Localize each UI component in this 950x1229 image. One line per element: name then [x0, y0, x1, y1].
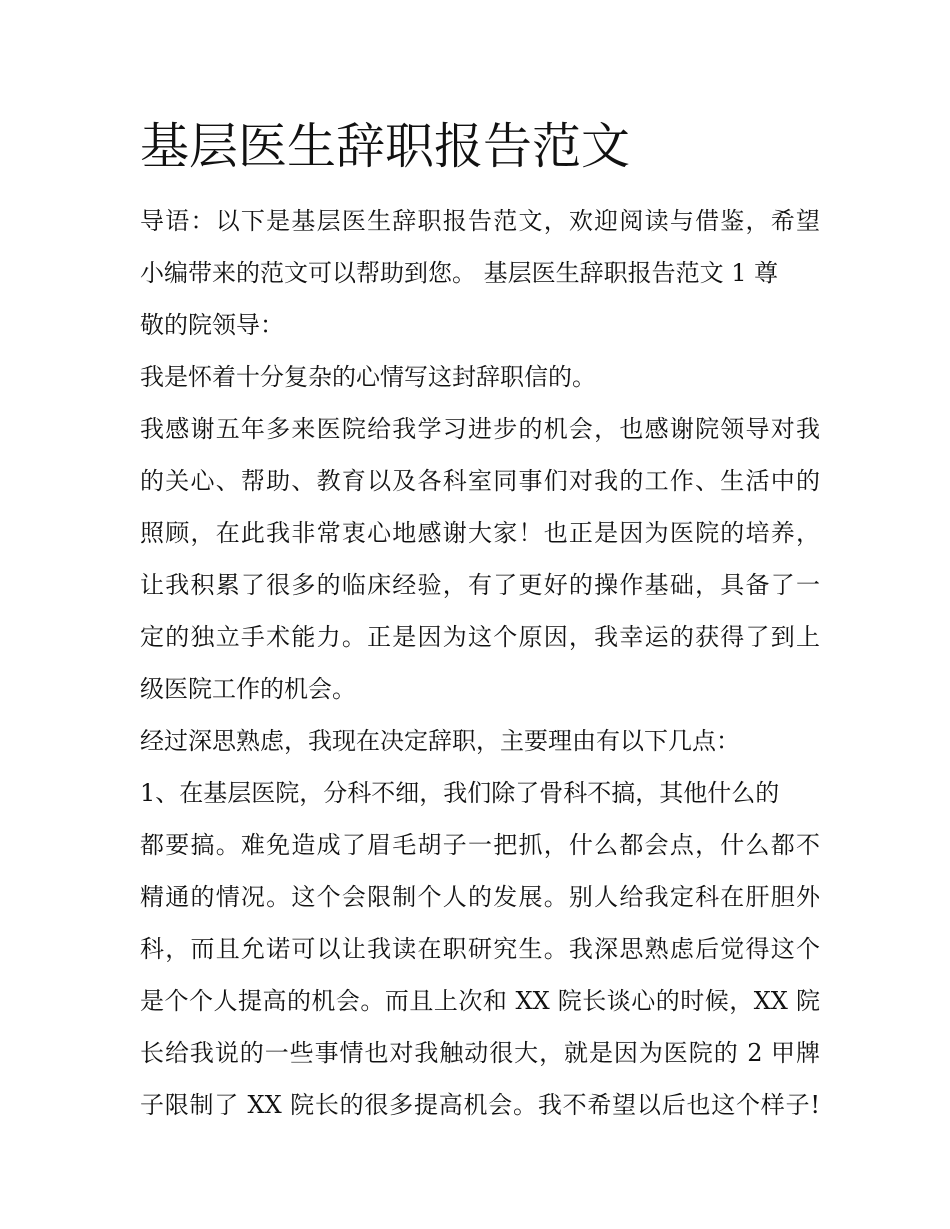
text-line-15: 科，而且允诺可以让我读在职研究生。我深思熟虑后觉得这个	[140, 935, 820, 963]
text-line-4: 我是怀着十分复杂的心情写这封辞职信的。	[140, 363, 596, 391]
text-line-17: 长给我说的一些事情也对我触动很大，就是因为医院的 2 甲牌	[140, 1039, 820, 1067]
document-body	[140, 195, 820, 1131]
text-line-18: 子限制了 XX 院长的很多提高机会。我不希望以后也这个样子!	[140, 1091, 820, 1119]
text-line-9: 定的独立手术能力。正是因为这个原因，我幸运的获得了到上	[140, 623, 820, 651]
text-line-2: 小编带来的范文可以帮助到您。 基层医生辞职报告范文 1 尊	[140, 259, 779, 287]
document-title: 基层医生辞职报告范文	[140, 118, 631, 175]
text-line-16: 是个个人提高的机会。而且上次和 XX 院长谈心的时候，XX 院	[140, 987, 820, 1015]
text-line-12: 1、在基层医院，分科不细，我们除了骨科不搞，其他什么的	[140, 779, 780, 807]
text-line-11: 经过深思熟虑，我现在决定辞职，主要理由有以下几点：	[140, 727, 740, 755]
text-line-13: 都要搞。难免造成了眉毛胡子一把抓，什么都会点，什么都不	[140, 831, 820, 859]
text-line-8: 让我积累了很多的临床经验，有了更好的操作基础，具备了一	[140, 571, 820, 599]
text-line-7: 照顾，在此我非常衷心地感谢大家！也正是因为医院的培养，	[140, 519, 820, 547]
text-line-10: 级医院工作的机会。	[140, 675, 356, 703]
text-line-5: 我感谢五年多来医院给我学习进步的机会，也感谢院领导对我	[140, 415, 820, 443]
text-line-1: 导语：以下是基层医生辞职报告范文，欢迎阅读与借鉴，希望	[140, 207, 820, 235]
text-line-6: 的关心、帮助、教育以及各科室同事们对我的工作、生活中的	[140, 467, 820, 495]
text-line-14: 精通的情况。这个会限制个人的发展。别人给我定科在肝胆外	[140, 883, 820, 911]
text-line-3: 敬的院领导：	[140, 311, 284, 339]
